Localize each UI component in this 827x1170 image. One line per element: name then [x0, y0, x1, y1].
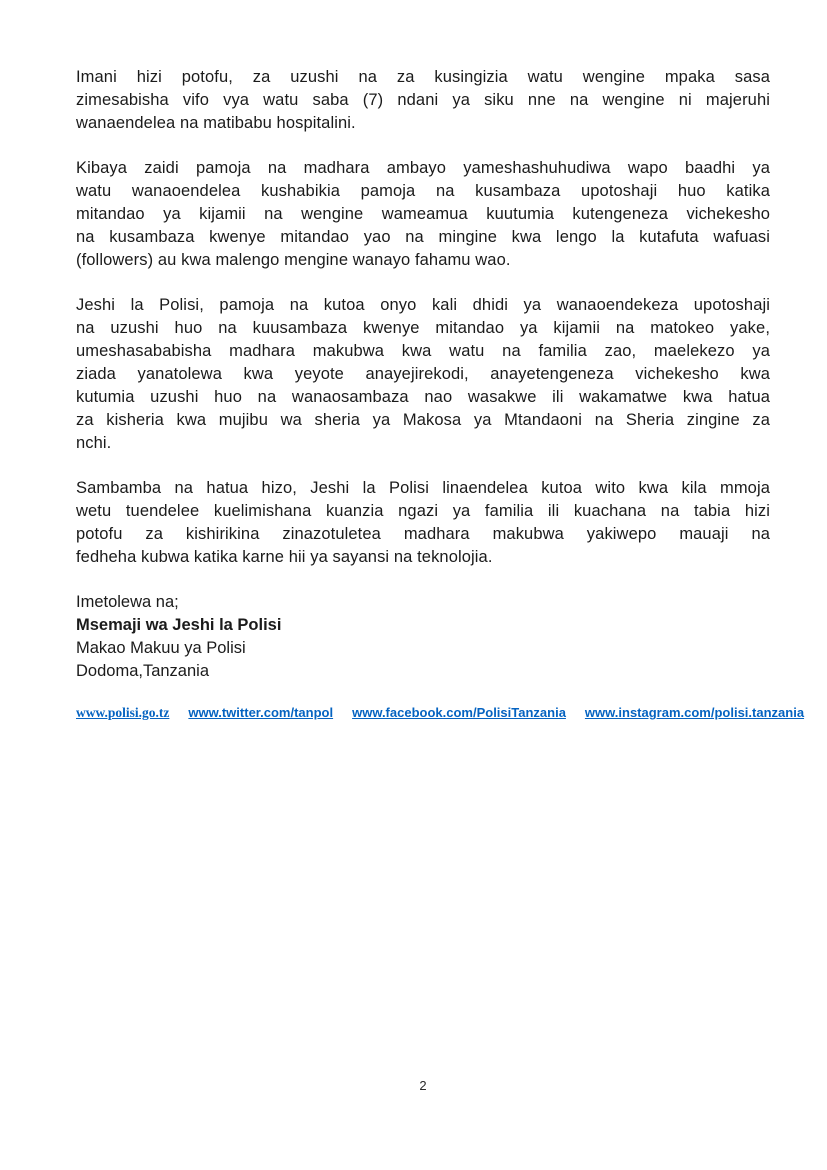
footer-link[interactable]: www.facebook.com/PolisiTanzania: [352, 705, 566, 720]
paragraph-line: Jeshi la Polisi, pamoja na kutoa onyo kali dhidi ya wanaoendekeza upotoshaji: [76, 296, 770, 314]
paragraph-line: kutumia uzushi huo na wanaosambaza nao wasakwe ili wakamatwe kwa hatua: [76, 388, 770, 406]
signature-office: Makao Makuu ya Polisi: [76, 639, 246, 657]
paragraph-line: ziada yanatolewa kwa yeyote anayejirekodi, anayetengeneza vichekesho kwa: [76, 365, 770, 383]
paragraph-line: fedheha kubwa katika karne hii ya sayansi na teknolojia.: [76, 548, 493, 566]
paragraph: [76, 157, 770, 272]
footer-link[interactable]: www.twitter.com/tanpol: [188, 705, 334, 720]
footer-link[interactable]: www.polisi.go.tz: [76, 705, 170, 720]
footer-links-row: [76, 705, 805, 721]
footer-link[interactable]: www.instagram.com/polisi.tanzania: [584, 705, 805, 720]
paragraph-line: mitandao ya kijamii na wengine wameamua kuutumia kutengeneza vichekesho: [76, 205, 770, 223]
paragraph: [76, 294, 770, 455]
paragraph-line: potofu za kishirikina zinazotuletea madhara makubwa yakiwepo mauaji na: [76, 525, 770, 543]
paragraph-line: na uzushi huo na kuusambaza kwenye mitandao ya kijamii na matokeo yake,: [76, 319, 770, 337]
paragraph-line: umeshasababisha madhara makubwa kwa watu na familia zao, maelekezo ya: [76, 342, 770, 360]
document-paragraphs: [76, 66, 770, 569]
paragraph-line: na kusambaza kwenye mitandao yao na mingine kwa lengo la kutafuta wafuasi: [76, 228, 770, 246]
page-number: 2: [419, 1078, 427, 1093]
paragraph-line: Imani hizi potofu, za uzushi na za kusingizia watu wengine mpaka sasa: [76, 68, 770, 86]
paragraph: [76, 66, 770, 135]
paragraph: [76, 477, 770, 569]
document-body: [76, 66, 805, 721]
signature-block: [76, 591, 770, 683]
paragraph-line: Sambamba na hatua hizo, Jeshi la Polisi linaendelea kutoa wito kwa kila mmoja: [76, 479, 770, 497]
paragraph-line: wetu tuendelee kuelimishana kuanzia ngazi ya familia ili kuachana na tabia hizi: [76, 502, 770, 520]
signature-location: Dodoma,Tanzania: [76, 662, 209, 680]
paragraph-line: zimesabisha vifo vya watu saba (7) ndani ya siku nne na wengine ni majeruhi: [76, 91, 770, 109]
paragraph-line: (followers) au kwa malengo mengine wanayo fahamu wao.: [76, 251, 511, 269]
paragraph-line: nchi.: [76, 434, 112, 452]
paragraph-line: wanaendelea na matibabu hospitalini.: [76, 114, 356, 132]
paragraph-line: za kisheria kwa mujibu wa sheria ya Makosa ya Mtandaoni na Sheria zingine za: [76, 411, 770, 429]
paragraph-line: watu wanaoendelea kushabikia pamoja na kusambaza upotoshaji huo katika: [76, 182, 770, 200]
signature-spokesperson: Msemaji wa Jeshi la Polisi: [76, 616, 282, 634]
signature-issued-by: Imetolewa na;: [76, 593, 179, 611]
paragraph-line: Kibaya zaidi pamoja na madhara ambayo yameshashuhudiwa wapo baadhi ya: [76, 159, 770, 177]
